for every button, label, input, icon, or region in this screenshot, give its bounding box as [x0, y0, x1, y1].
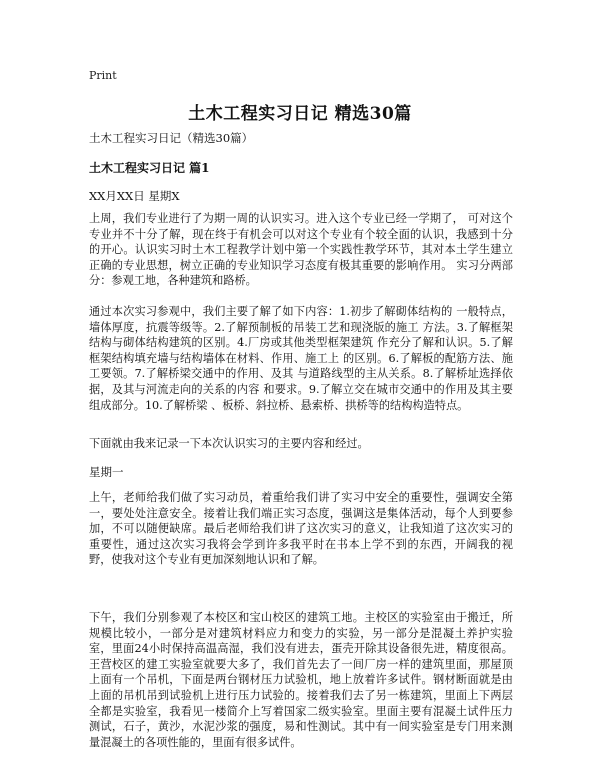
page-title: 土木工程实习日记 精选30篇 [188, 104, 412, 124]
date-line: XX月XX日 星期X [89, 189, 180, 203]
paragraph-morning: 上午，老师给我们做了实习动员，着重给我们讲了实习中安全的重要性，强调安全第一，要处处注意安全。接着让我们端正实习态度，强调这是集体活动，每个人到要参加，不可以随便缺席。最后老师给我们讲了这次实习的意义，让我知道了这次实习的重要性，通过这次实习我将会学到许多我平时在书本上学不到的东西，开阔我的视野，使我对这个专业有更加深刻地认识和了解。 [89, 491, 513, 567]
document-subtitle: 土木工程实习日记（精选30篇） [89, 131, 254, 145]
section-heading: 土木工程实习日记 篇1 [89, 161, 210, 175]
paragraph-content-list: 通过本次实习参观中，我们主要了解了如下内容：1.初步了解砌体结构的 一般特点，墙体厚度，抗震等级等。2.了解预制板的吊装工艺和现浇版的施工 方法。3.了解框架结构与砌体结构建筑的区别。4.厂房或其他类型框架建筑 作充分了解和认识。5.了解框架结构填充墙与结构墙体在材料、作用、施工上 的区别。6.了解板的配筋方法、施工要领。7.了解桥梁交通中的作用、及其 与道路线型的主从关系。8.了解桥址选择依据，及其与河流走向的关系的内容 和要求。9.了解立交在城市交通中的作用及其主要组成部分。10.了解桥梁 、板桥、斜拉桥、悬索桥、拱桥等的结构构造特点。 [89, 305, 513, 412]
paragraph-transition: 下面就由我来记录一下本次认识实习的主要内容和经过。 [89, 437, 369, 450]
print-label: Print [89, 69, 117, 82]
paragraph-afternoon: 下午，我们分别参观了本校区和宝山校区的建筑工地。主校区的实验室由于搬迁，所规模比较小，一部分是对建筑材料应力和变力的实验，另一部分是混凝土养护实验室，里面24小时保持高温高湿，我们没有进去，蛋壳开除其设备很先进，精度很高。王营校区的建工实验室就要大多了，我们首先去了一间厂房一样的建筑里面，那屋顶上面有一个吊机，下面是两台钢材压力试验机，地上放着许多试件。钢材断面就是由上面的吊机吊到试验机上进行压力试验的。接着我们去了另一栋建筑，里面上下两层全都是实验室，我看见一楼简介上写着国家二级实验室。里面主要有混凝土试件压力测试，石子，黄沙，水泥沙浆的强度，易和性测试。其中有一间实验室是专门用来测量混凝土的各项性能的，里面有很多试件。 [89, 611, 513, 749]
day-heading: 星期一 [89, 465, 124, 479]
paragraph-intro: 上周，我们专业进行了为期一周的认识实习。进入这个专业已经一学期了， 可对这个专业并不十分了解，现在终于有机会可以对这个专业有个较全面的认识，我感到十分的开心。认识实习时土木工程教学计划中第一个实践性教学环节，其对本土学生建立 正确的专业思想，树立正确的专业知识学习态度有极其重要的影响作用。 实习分两部分：参观工地，各种建筑和路桥。 [89, 212, 513, 288]
